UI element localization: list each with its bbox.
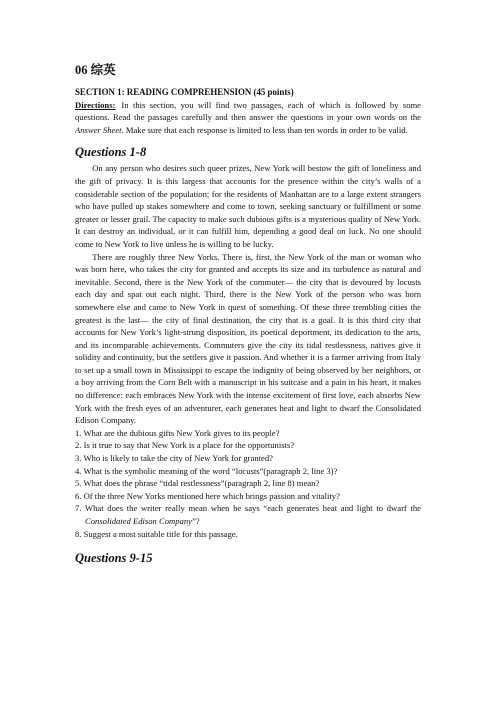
directions-text-pre: In this section, you will find two passages, each of which is followed by some questions. Read the passages carefully and then answer the questions in your own words on the xyxy=(75,99,421,123)
question-item: 8. Suggest a most suitable title for this passage. xyxy=(75,528,238,539)
question-7-post: ”? xyxy=(191,516,200,526)
question-item-7 xyxy=(75,502,421,527)
questions-1-8-heading: Questions 1-8 xyxy=(75,145,147,160)
section-heading: SECTION 1: READING COMPREHENSION (45 points) xyxy=(75,87,294,97)
question-7-pre: 7. What does the writer really mean when he says “each generates heat and light to dwarf the xyxy=(75,503,421,514)
question-item: 3. Who is likely to take the city of New York for granted? xyxy=(75,453,273,464)
questions-9-15-heading: Questions 9-15 xyxy=(75,551,153,566)
question-7-italic: Consolidated Edison Company xyxy=(85,516,192,526)
question-item: 4. What is the symbolic meaning of the word “locusts”(paragraph 2, line 3)? xyxy=(75,465,338,476)
directions-label: Directions: xyxy=(75,99,116,110)
passage-paragraph-2: There are roughly three New Yorks. There is, first, the New York of the man or woman who was born here, who takes the city for granted and accepts its size and its turbulence as natural and inevitable. Second, there is the New York of the commuter— the city that is devoured by locusts each day and spat out each night. Third, there is the New York of the person who was born somewhere else and came to New York in quest of something. Of these three trembling cities the greatest is the last— the city of final destination, the city that is a goal. It is this third city that accounts for New York’s light-strung disposition, its poetical deportment, its dedication to the arts, and its incomparable achievements. Commuters give the city its tidal restlessness, natives give it solidity and continuity, but the settlers give it passion. And whether it is a farmer arriving from Italy to set up a small town in Mississippi to escape the indignity of being observed by her neighbors, or a boy arriving from the Corn Belt with a manuscript in his suitcase and a pain in his heart, it makes no difference: each embraces New York with the intense excitement of first love, each absorbs New York with the fresh eyes of an adventurer, each generates heat and light to dwarf the Consolidated Edison Company. xyxy=(75,251,421,426)
directions-text-post: . Make sure that each response is limited to less than ten words in order to be valid. xyxy=(121,124,408,135)
directions-paragraph xyxy=(75,99,421,137)
document-page xyxy=(75,62,421,568)
passage-paragraph-1: On any person who desires such queer prizes, New York will bestow the gift of loneliness and the gift of privacy. It is this largess that accounts for the presence within the city’s walls of a considerable section of the population; for the residents of Manhattan are to a large extent strangers who have pulled up stakes somewhere and come to town, seeking sanctuary or fulfillment or some greater or lesser grail. The capacity to make such dubious gifts is a mysterious quality of New York. It can destroy an individual, or it can fulfill him, depending a good deal on luck. No one should come to New York to live unless he is willing to be lucky. xyxy=(75,163,421,249)
question-item: 6. Of the three New Yorks mentioned here which brings passion and vitality? xyxy=(75,490,340,501)
question-item: 5. What does the phrase “tidal restlessness”(paragraph 2, line 8) mean? xyxy=(75,478,320,489)
document-title: 06 综英 xyxy=(75,63,116,77)
question-item: 2. Is it true to say that New York is a place for the opportunists? xyxy=(75,440,295,451)
question-item: 1. What are the dubious gifts New York gives to its people? xyxy=(75,427,280,438)
question-list xyxy=(75,427,421,540)
answer-sheet-text: Answer Sheet xyxy=(75,124,122,135)
